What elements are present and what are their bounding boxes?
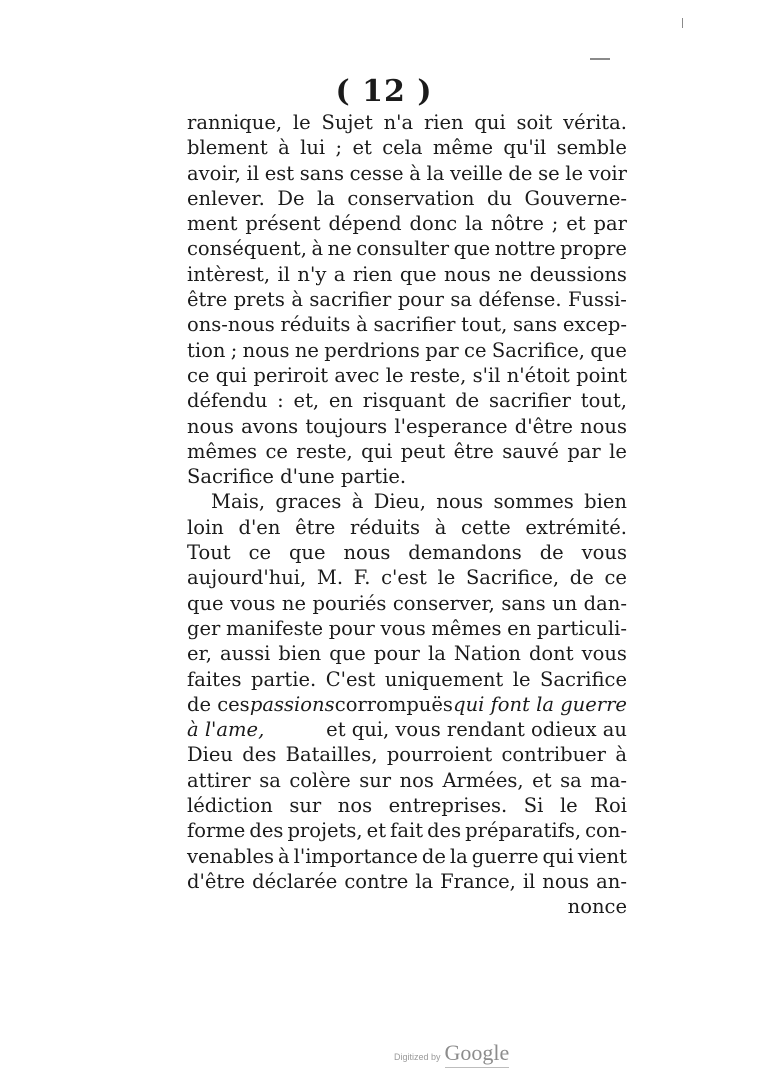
text-line [187,110,627,135]
word: semble [556,136,627,160]
word: conservation [347,186,475,210]
word: ; [551,212,559,236]
word: partie. [250,667,317,691]
word: bien [278,642,322,666]
word: reste, [409,363,467,387]
word: sa [259,768,281,792]
word: du [486,186,513,210]
word: que [288,541,326,565]
word: veille [449,161,503,185]
word: cette [461,515,511,539]
word: colère [289,768,351,792]
text-line [187,161,627,186]
word: mêmes [431,616,502,640]
word: voir [588,161,627,185]
word: Dieu [187,743,233,767]
word: sa [450,288,472,312]
word: vérita. [563,111,627,134]
word: aussi [219,642,271,666]
word: défendu [187,389,268,413]
word: pour [373,642,420,666]
word: soit [516,111,553,134]
word: lédiction [187,794,273,818]
word: vient [577,844,627,868]
word: la [465,212,483,236]
word: guerre [471,844,539,868]
text-line [187,363,627,388]
word: vous [230,591,276,615]
word: Sacrifice, [465,566,560,590]
text-line [187,262,627,287]
word: nous [242,338,290,362]
text-line [187,287,627,312]
word: réduits [350,515,421,539]
word: il [246,161,260,185]
word: qui [215,363,248,387]
word: demandons [408,541,522,565]
word: c'est [381,566,427,590]
text-run: et qui, vous rendant odieux au [326,718,627,742]
word: Sujet [321,111,373,134]
word: ce [604,566,627,590]
word: Armées, [442,768,524,792]
word: dan- [583,591,627,615]
word: pour [328,616,375,640]
text-line [187,616,627,641]
word: le [609,439,627,463]
word: rien [352,262,393,286]
word: à [277,844,290,868]
word: être [187,288,228,312]
word: Mais, [211,490,266,514]
word: pouriés [312,591,387,615]
text-run-italic: qui font la guerre [453,692,627,716]
word: des [427,819,462,843]
word: tion [187,338,226,362]
word: donc [409,212,458,236]
word: n'y [297,262,327,286]
word: projets, [287,819,363,843]
word: Nation [453,642,521,666]
word: France, [440,869,516,893]
word: con- [585,819,627,843]
word: avons [241,414,299,438]
word: à [291,288,303,312]
text-run-italic: passions [249,692,335,716]
word: nous [580,414,627,438]
word: consulter [356,237,450,261]
word: Batailles, [285,743,378,767]
word: vous [581,541,627,565]
word: blement [187,136,268,160]
word: nous [436,490,484,514]
word: par [425,338,459,362]
word: ce [187,363,210,387]
word: toujours [305,414,388,438]
word: enlever. [187,186,265,210]
word: le [437,566,456,590]
text-line [187,236,627,261]
word: nous [443,262,491,286]
word: de [455,389,480,413]
word: conserver, [392,591,495,615]
word: que [329,642,366,666]
word: le [559,794,578,818]
text-line [187,641,627,666]
word: lui [300,136,326,160]
word: l'esperance [394,414,508,438]
text-line [187,818,627,843]
word: n'a [383,111,414,134]
word: forme [187,819,246,843]
word: et, [293,389,320,413]
word: s'il [472,363,501,387]
word: préparatifs, [465,819,582,843]
word: deussions [529,262,627,286]
page-number: ( 12 ) [335,74,433,109]
word: ne [281,591,306,615]
word: tout, [580,389,627,413]
text-line [187,565,627,590]
word: M. [316,566,344,590]
word: des [249,819,284,843]
google-logo: Google [445,1040,510,1068]
word: vous [581,642,627,666]
text-line [187,742,627,767]
word: en [507,616,532,640]
word: reste, [296,439,353,463]
digitized-by-label: Digitized by [394,1052,441,1062]
word: nous [187,414,234,438]
word: la [426,161,445,185]
word: er, [187,642,212,666]
word: à [434,515,447,539]
word: sans [299,161,344,185]
word: sacrifier [373,313,456,337]
word: rien [423,111,464,134]
word: la [427,642,446,666]
word: la [317,186,335,210]
text-run: de ces [187,692,250,716]
text-line [187,489,627,514]
word: risquant [362,389,446,413]
text-line: Sacrifice d'une partie. [187,465,407,489]
word: il [522,869,536,893]
word: le [292,111,311,134]
word: graces [275,490,342,514]
word: à [351,490,364,514]
word: se [538,161,560,185]
word: qu'il [503,136,547,160]
word: que [453,237,491,261]
word: dont [528,642,574,666]
word: mêmes [187,439,258,463]
word: attirer [187,768,251,792]
word: que [187,591,224,615]
word: vous [380,616,426,640]
word: en [328,389,353,413]
word: de [539,541,564,565]
word: prets [233,288,285,312]
word: perdrions [324,338,420,362]
word: Tout [187,541,231,565]
word: le [565,161,584,185]
word: dépend [328,212,402,236]
word: uniquement [384,667,504,691]
word: contribuer [501,743,607,767]
word: et [352,136,372,160]
word: défense. [478,288,562,312]
word: nôtre [490,212,544,236]
word: ce [265,439,288,463]
word: par [567,439,601,463]
word: n'étoit [506,363,570,387]
text-line [187,793,627,818]
text-line [187,312,627,337]
word: nottre [494,237,556,261]
word: à [615,743,627,767]
word: nos [337,794,373,818]
margin-mark [590,58,610,60]
word: qui [474,111,506,134]
text-line [187,869,627,894]
word: à [409,161,421,185]
word: Gouverne- [524,186,627,210]
word: bien [584,490,627,514]
word: a [333,262,346,286]
word: sans [501,591,546,615]
word: d'être [187,869,246,893]
text-line [187,439,627,464]
word: sacrifier [489,389,571,413]
word: de [421,844,446,868]
word: ; [335,136,343,160]
word: nous [343,541,391,565]
word: aujourd'hui, [187,566,307,590]
word: sauvé [502,439,559,463]
word: que [590,338,627,362]
word: particuli- [536,616,627,640]
word: manifeste [226,616,324,640]
word: l'importance [293,844,418,868]
word: ons-nous [187,313,275,337]
body-text [187,110,627,920]
word: extrémité. [525,515,627,539]
word: des [242,743,277,767]
word: ger [187,616,221,640]
text-run: corrompuës [334,692,453,716]
word: contre [344,869,409,893]
word: et [566,212,586,236]
word: de [508,161,533,185]
word: ma- [590,768,627,792]
word: qui [542,844,574,868]
word: entreprises. [388,794,508,818]
word: être [295,515,336,539]
word: que [399,262,437,286]
word: la [449,844,468,868]
word: Roi [594,794,627,818]
word: excep- [562,313,627,337]
word: de [569,566,594,590]
word: sa [560,768,582,792]
text-line [187,338,627,363]
text-line [187,414,627,439]
text-line-mixed [187,692,627,717]
word: réduits [280,313,351,337]
word: nos [399,768,434,792]
margin-mark [682,18,683,28]
text-line [187,667,627,692]
word: d'être [514,414,573,438]
word: loin [187,515,224,539]
word: intèrest, [187,262,271,286]
word: présent [245,212,321,236]
word: un [552,591,578,615]
word: fait [390,819,424,843]
word: par [593,212,627,236]
word: : [277,389,284,413]
word: déclarée [252,869,338,893]
word: point [576,363,627,387]
text-line [187,211,627,236]
word: sacrifier [309,288,392,312]
word: Si [523,794,544,818]
text-line [187,591,627,616]
word: rannique, [187,111,283,134]
word: ne [294,338,319,362]
word: periroit [253,363,329,387]
digitization-footer [394,1040,509,1068]
word: ce [248,541,272,565]
text-line [187,186,627,211]
word: C'est [325,667,376,691]
word: à [356,313,368,337]
text-line [187,768,627,793]
text-line [187,388,627,413]
word: faites [187,667,242,691]
word: et [366,819,387,843]
word: ment [187,212,238,236]
word: qui [361,439,393,463]
word: ne [327,237,352,261]
word: tout, [461,313,508,337]
text-line-mixed [187,717,627,742]
catchword: nonce [567,895,627,919]
word: sans [512,313,558,337]
word: an- [596,869,627,893]
word: et [532,768,552,792]
word: venables [187,844,275,868]
word: Dieu, [373,490,426,514]
word: De [277,186,305,210]
word: cela [382,136,423,160]
word: d'en [238,515,281,539]
text-line [187,540,627,565]
word: être [453,439,494,463]
word: Fussi- [567,288,627,312]
word: nous [542,869,590,893]
word: le [385,363,404,387]
word: sommes [493,490,574,514]
word: propre [560,237,627,261]
word: Sacrifice, [491,338,585,362]
word: Sacrifice [540,667,627,691]
word: pour [397,288,444,312]
word: à [311,237,324,261]
word: pourroient [386,743,493,767]
word: est [264,161,295,185]
word: sur [289,794,322,818]
word: peut [400,439,446,463]
word: ce [464,338,487,362]
word: ne [498,262,523,286]
word: même [432,136,493,160]
word: avec [334,363,380,387]
word: ; [230,338,238,362]
word: avoir, [187,161,241,185]
word: à [278,136,290,160]
word: F. [353,566,371,590]
text-line [187,515,627,540]
word: cesse [349,161,404,185]
word: le [512,667,531,691]
word: conséquent, [187,237,307,261]
word: la [415,869,434,893]
word: sur [359,768,392,792]
text-line [187,844,627,869]
word: il [277,262,290,286]
text-run-italic: à l'ame, [187,718,265,742]
text-line [187,135,627,160]
